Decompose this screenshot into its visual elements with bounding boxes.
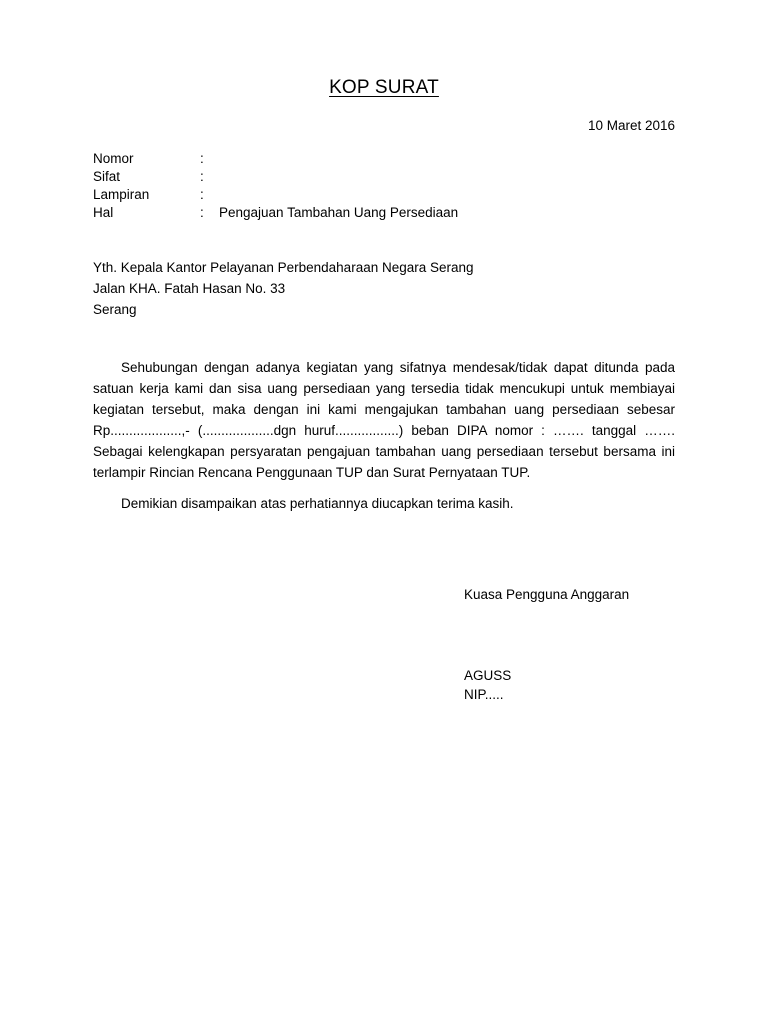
- signatory-name: AGUSS: [464, 668, 512, 683]
- meta-row-sifat: [93, 168, 458, 186]
- recipient-line: Jalan KHA. Fatah Hasan No. 33: [93, 281, 286, 296]
- meta-row-lampiran: [93, 186, 458, 204]
- letterhead-title: [0, 77, 768, 99]
- body-paragraph: Sehubungan dengan adanya kegiatan yang sifatnya mendesak/tidak dapat ditunda pada satuan kerja kami dan sisa uang persediaan yang tersedia tidak mencukupi untuk membiayai kegiatan tersebut, maka dengan ini kami mengajukan tambahan uang persediaan sebesar Rp...................,- (...................dgn huruf.................) beban DIPA nomor : ……. tanggal ……. Sebagai kelengkapan persyaratan pengajuan tambahan uang persediaan tersebut bersama ini terlampir Rincian Rencana Penggunaan TUP dan Surat Pernyataan TUP.: [93, 360, 675, 480]
- meta-colon: :: [200, 151, 204, 166]
- letter-date: 10 Maret 2016: [587, 118, 675, 133]
- meta-value: Pengajuan Tambahan Uang Persediaan: [219, 205, 459, 220]
- meta-colon: :: [200, 187, 204, 202]
- meta-label: Lampiran: [93, 187, 150, 202]
- meta-colon: :: [200, 169, 204, 184]
- letter-meta-block: [93, 150, 458, 222]
- meta-label: Sifat: [93, 169, 121, 184]
- letter-body: [93, 357, 675, 514]
- meta-label: Nomor: [93, 151, 134, 166]
- signature-space: [464, 604, 629, 666]
- meta-row-nomor: [93, 150, 458, 168]
- meta-row-hal: [93, 204, 458, 222]
- letterhead-title-text: KOP SURAT: [329, 77, 439, 98]
- closing-paragraph: Demikian disampaikan atas perhatiannya diucapkan terima kasih.: [121, 496, 514, 511]
- recipient-line: Serang: [93, 302, 137, 317]
- signature-block: [464, 585, 629, 704]
- meta-colon: :: [200, 205, 204, 220]
- recipient-line: Yth. Kepala Kantor Pelayanan Perbendaharaan Negara Serang: [93, 260, 474, 275]
- meta-label: Hal: [93, 205, 114, 220]
- recipient-block: [93, 257, 474, 320]
- signatory-nip: NIP.....: [464, 687, 504, 702]
- signatory-title: Kuasa Pengguna Anggaran: [464, 587, 630, 602]
